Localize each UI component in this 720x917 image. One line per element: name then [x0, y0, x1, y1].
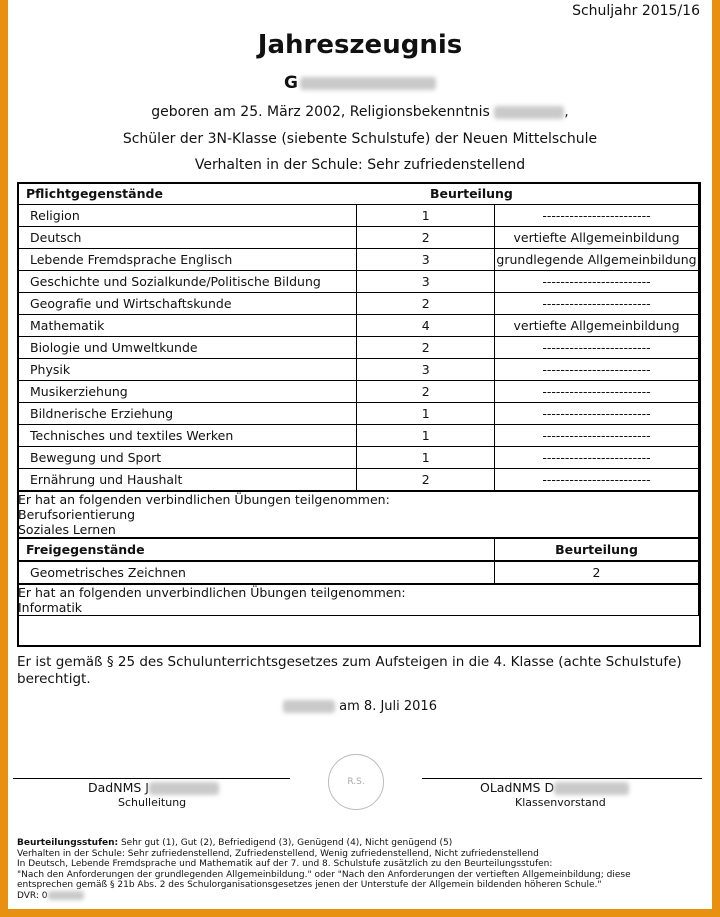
subject-cell: Musikerziehung [18, 381, 357, 403]
table-row [18, 403, 699, 425]
level-cell: ------------------------ [494, 403, 698, 425]
promotion-statement: Er ist gemäß § 25 des Schulunterrichtsgesetzes zum Aufsteigen in die 4. Klasse (achte Schulstufe) berechtigt. [17, 654, 682, 687]
grade-cell: 1 [357, 205, 495, 227]
grade-cell: 2 [357, 469, 495, 492]
table-row [18, 359, 699, 381]
table-row [18, 249, 699, 271]
grade-cell: 2 [357, 293, 495, 315]
grade-cell: 1 [357, 403, 495, 425]
school-year: Schuljahr 2015/16 [572, 3, 700, 19]
table-row [18, 425, 699, 447]
frei-header-grade: Beurteilung [494, 538, 698, 561]
level-cell: ------------------------ [494, 271, 698, 293]
footer-line-5: entsprechen gemäß § 21b Abs. 2 des Schulorganisationsgesetzes jenen der Unterstufe der Allgemein bildenden höheren Schule." [17, 880, 602, 890]
footer-line-4: "Nach den Anforderungen der grundlegenden Allgemeinbildung." oder "Nach den Anforderungen der vertieften Allgemeinbildung; diese [17, 869, 631, 880]
subject-cell: Bildnerische Erziehung [18, 403, 357, 425]
list-item: Berufsorientierung [18, 507, 136, 522]
level-cell: ------------------------ [494, 293, 698, 315]
student-name [8, 73, 712, 93]
certificate-page [8, 0, 712, 909]
subject-cell: Geschichte und Sozialkunde/Politische Bildung [18, 271, 357, 293]
birth-text: geboren am 25. März 2002, Religionsbekenntnis [151, 104, 490, 120]
verbindlich-block [18, 491, 699, 538]
signature-line-right [422, 778, 702, 779]
grade-cell: 2 [494, 561, 698, 584]
subject-cell: Bewegung und Sport [18, 447, 357, 469]
table-row [18, 337, 699, 359]
frei-header-row [18, 538, 699, 561]
level-cell: vertiefte Allgemeinbildung [494, 315, 698, 337]
table-row [18, 469, 699, 492]
class-line: Schüler der 3N-Klasse (siebente Schulstufe) der Neuen Mittelschule [122, 131, 598, 147]
principal-role: Schulleitung [118, 796, 187, 809]
frei-header-subject: Freigegenstände [18, 538, 495, 561]
subject-cell: Ernährung und Haushalt [18, 469, 357, 492]
footer-notes [17, 838, 707, 901]
principal-name-text: DadNMS J [88, 780, 149, 795]
subject-cell: Biologie und Umweltkunde [18, 337, 357, 359]
principal-name [88, 780, 219, 795]
subject-cell: Lebende Fremdsprache Englisch [18, 249, 357, 271]
subject-cell: Deutsch [18, 227, 357, 249]
subject-cell: Religion [18, 205, 357, 227]
subject-cell: Geografie und Wirtschaftskunde [18, 293, 357, 315]
birth-line [8, 104, 712, 120]
date-line [8, 699, 712, 714]
behavior-line: Verhalten in der Schule: Sehr zufriedenstellend [194, 157, 526, 173]
table-row [18, 561, 699, 584]
grades-table [17, 182, 699, 616]
grade-cell: 2 [357, 337, 495, 359]
pflicht-header-grade: Beurteilung [357, 183, 699, 205]
verbindlich-label: Er hat an folgenden verbindlichen Übungen teilgenommen: [18, 492, 390, 507]
grade-cell: 3 [357, 271, 495, 293]
student-name-initial: G [284, 73, 298, 93]
redacted-principal [149, 782, 219, 795]
level-cell: vertiefte Allgemeinbildung [494, 227, 698, 249]
verbindlich-row [18, 491, 699, 538]
table-row [18, 227, 699, 249]
grade-cell: 1 [357, 447, 495, 469]
class-teacher-name [480, 780, 629, 795]
list-item: Informatik [18, 600, 83, 615]
footer-grading-text: Sehr gut (1), Gut (2), Befriedigend (3), Genügend (4), Nicht genügend (5) [118, 838, 453, 848]
redacted-name [300, 77, 436, 90]
table-row [18, 293, 699, 315]
class-teacher-name-text: OLadNMS D [480, 780, 555, 795]
footer-line-2: Verhalten in der Schule: Sehr zufriedenstellend, Zufriedenstellend, Wenig zufriedenstellend, Nicht zufriedenstellend [17, 848, 539, 859]
class-teacher-role: Klassenvorstand [515, 796, 606, 809]
footer-grading-label: Beurteilungsstufen: [17, 838, 119, 848]
level-cell: ------------------------ [494, 205, 698, 227]
subject-cell: Physik [18, 359, 357, 381]
table-row [18, 315, 699, 337]
footer-line-3: In Deutsch, Lebende Fremdsprache und Mathematik auf der 7. und 8. Schulstufe zusätzlich zu den Beurteilungsstufen: [17, 859, 553, 869]
signature-line-left [13, 778, 290, 779]
redacted-teacher [554, 782, 629, 795]
table-row [18, 205, 699, 227]
level-cell: ------------------------ [494, 447, 698, 469]
redacted-religion [494, 106, 564, 119]
table-row [18, 271, 699, 293]
unverbindlich-label: Er hat an folgenden unverbindlichen Übungen teilgenommen: [18, 585, 406, 600]
grade-cell: 3 [357, 249, 495, 271]
unverbindlich-row [18, 584, 699, 616]
level-cell: ------------------------ [494, 425, 698, 447]
subject-cell: Mathematik [18, 315, 357, 337]
level-cell: grundlegende Allgemeinbildung [494, 249, 698, 271]
pflicht-header-row [18, 183, 699, 205]
level-cell: ------------------------ [494, 359, 698, 381]
footer-dvr [17, 891, 707, 902]
level-cell: ------------------------ [494, 381, 698, 403]
redacted-place [283, 700, 335, 713]
date-text: am 8. Juli 2016 [339, 699, 437, 714]
grade-cell: 3 [357, 359, 495, 381]
table-row [18, 447, 699, 469]
list-item: Soziales Lernen [18, 522, 116, 537]
grade-cell: 2 [357, 227, 495, 249]
footer-grading-scale [17, 838, 707, 849]
subject-cell: Geometrisches Zeichnen [18, 561, 495, 584]
grade-cell: 4 [357, 315, 495, 337]
redacted-dvr [48, 891, 84, 900]
birth-suffix: , [564, 104, 569, 120]
table-row [18, 381, 699, 403]
subject-cell: Technisches und textiles Werken [18, 425, 357, 447]
footer-dvr-text: DVR: 0 [17, 890, 48, 901]
grade-cell: 1 [357, 425, 495, 447]
grade-cell: 2 [357, 381, 495, 403]
pflicht-header-subject: Pflichtgegenstände [18, 183, 357, 205]
level-cell: ------------------------ [494, 469, 698, 492]
unverbindlich-block [18, 584, 699, 616]
document-title: Jahreszeugnis [257, 30, 463, 60]
school-seal: R.S. [328, 754, 384, 810]
level-cell: ------------------------ [494, 337, 698, 359]
